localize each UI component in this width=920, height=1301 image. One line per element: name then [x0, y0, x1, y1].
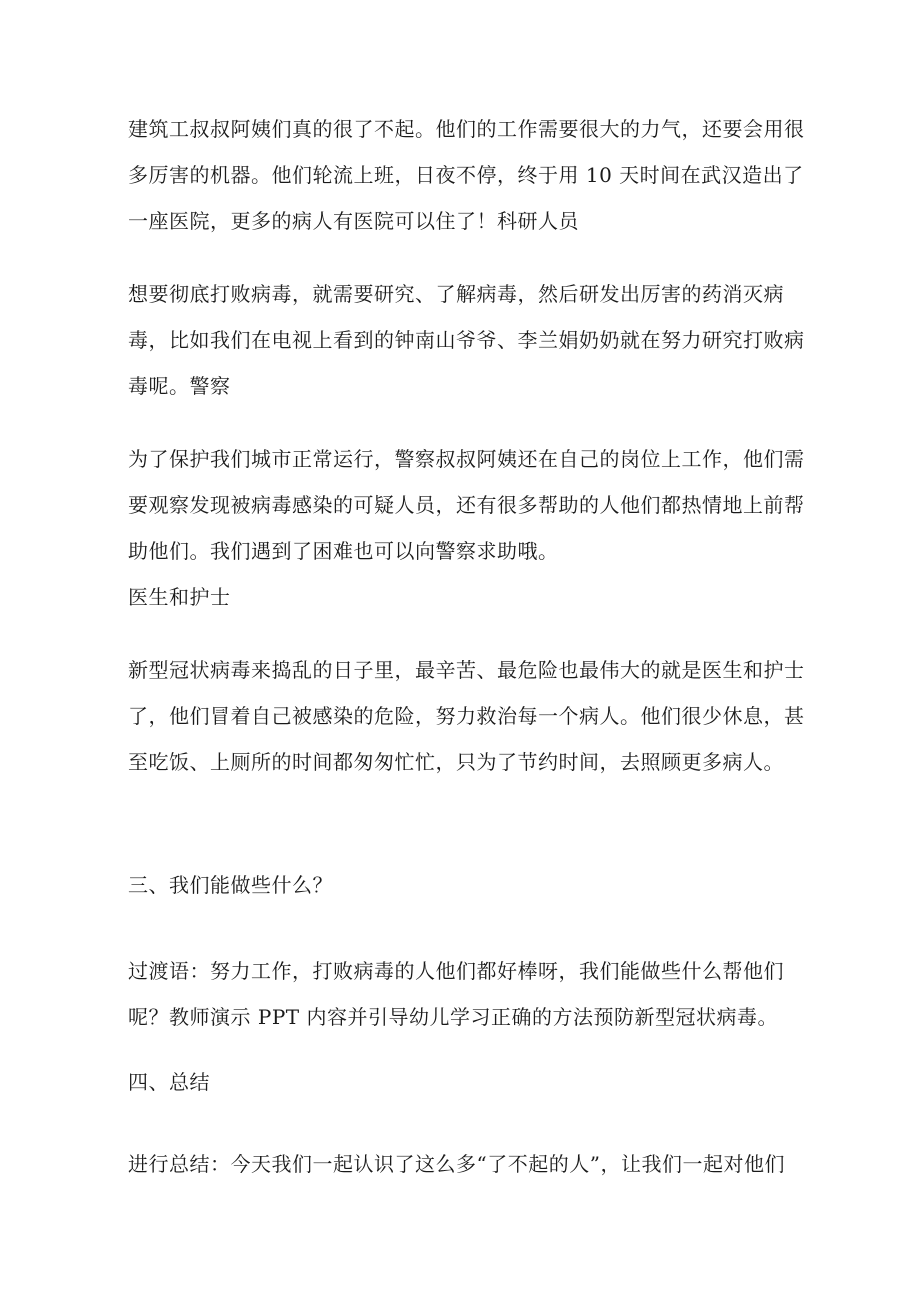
- paragraph-police: [128, 436, 805, 620]
- paragraph-construction-workers: [128, 106, 805, 244]
- paragraph-transition: [128, 948, 800, 1040]
- text-line: 了，他们冒着自己被感染的危险，努力救治每一个病人。他们很少休息，甚: [128, 704, 805, 728]
- section-heading-3: [128, 862, 800, 908]
- text-line: 建筑工叔叔阿姨们真的很了不起。他们的工作需要很大的力气，还要会用很: [128, 117, 805, 141]
- section-heading-4: [128, 1059, 800, 1105]
- heading-text: 三、我们能做些什么？: [128, 873, 333, 897]
- heading-text: 四、总结: [128, 1070, 210, 1094]
- text-line: 要观察发现被病毒感染的可疑人员，还有很多帮助的人他们都热情地上前帮: [128, 493, 805, 517]
- text-line: 为了保护我们城市正常运行，警察叔叔阿姨还在自己的岗位上工作，他们需: [128, 447, 805, 471]
- text-line: 想要彻底打败病毒，就需要研究、了解病毒，然后研发出厉害的药消灭病: [128, 282, 784, 306]
- text-line: 呢？教师演示 PPT 内容并引导幼儿学习正确的方法预防新型冠状病毒。: [128, 1005, 778, 1029]
- text-line: 过渡语：努力工作，打败病毒的人他们都好棒呀，我们能做些什么帮他们: [128, 959, 784, 983]
- text-line: 医生和护士: [128, 585, 231, 609]
- text-line: 至吃饭、上厕所的时间都匆匆忙忙，只为了节约时间，去照顾更多病人。: [128, 750, 784, 774]
- text-line: 进行总结：今天我们一起认识了这么多“了不起的人”，让我们一起对他们: [128, 1152, 785, 1176]
- text-line: 多厉害的机器。他们轮流上班，日夜不停，终于用 10 天时间在武汉造出了: [128, 163, 804, 187]
- paragraph-summary: [128, 1141, 800, 1187]
- text-line: 助他们。我们遇到了困难也可以向警察求助哦。: [128, 539, 559, 563]
- text-line: 一座医院，更多的病人有医院可以住了！科研人员: [128, 209, 579, 233]
- text-line: 新型冠状病毒来捣乱的日子里，最辛苦、最危险也最伟大的就是医生和护士: [128, 658, 805, 682]
- paragraph-doctors-nurses: [128, 647, 805, 785]
- text-line: 毒，比如我们在电视上看到的钟南山爷爷、李兰娟奶奶就在努力研究打败病: [128, 328, 805, 352]
- paragraph-researchers: [128, 271, 805, 409]
- text-line: 毒呢。警察: [128, 374, 231, 398]
